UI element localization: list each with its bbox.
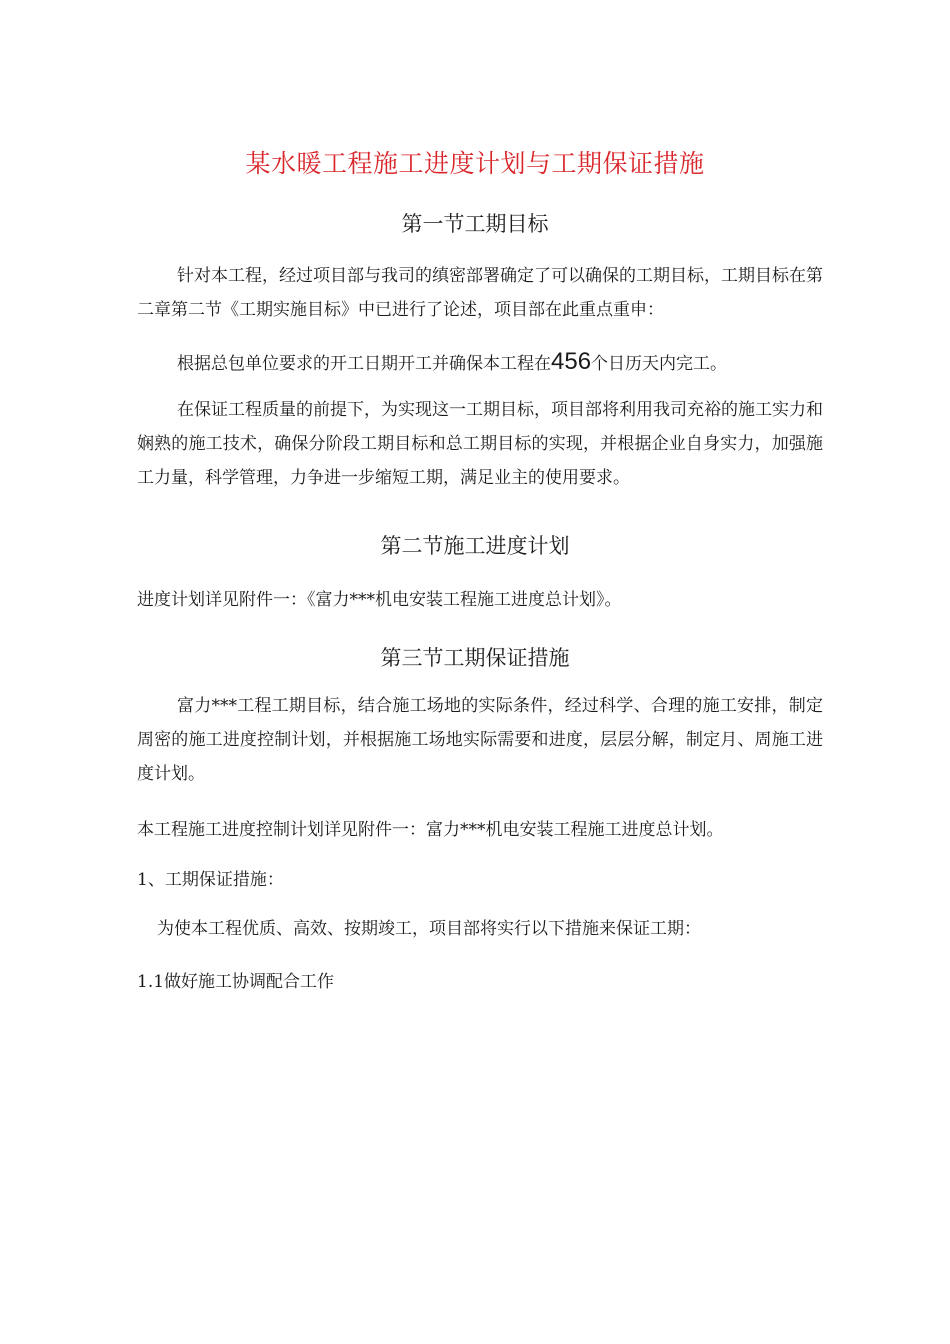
section1-paragraph-3: 在保证工程质量的前提下，为实现这一工期目标，项目部将利用我司充裕的施工实力和娴熟的施工技术，确保分阶段工期目标和总工期目标的实现，并根据企业自身实力，加强施工力量，科学管理，力争进一步缩短工期，满足业主的使用要求。 <box>137 400 823 488</box>
duration-days-number: 456 <box>551 348 592 375</box>
section1-paragraph-2 <box>177 350 727 376</box>
paragraph-text-before: 根据总包单位要求的开工日期开工并确保本工程在 <box>177 354 551 374</box>
section3-paragraph-2: 本工程施工进度控制计划详见附件一：富力***机电安装工程施工进度总计划。 <box>137 820 724 840</box>
list-item-1-paragraph: 为使本工程优质、高效、按期竣工，项目部将实行以下措施来保证工期： <box>157 919 701 939</box>
section1-heading: 第一节工期目标 <box>401 212 549 236</box>
section2-heading: 第二节施工进度计划 <box>380 534 570 558</box>
section2-paragraph-1: 进度计划详见附件一：《富力***机电安装工程施工进度总计划》。 <box>137 590 622 610</box>
list-item-1: 1、工期保证措施： <box>137 870 284 890</box>
paragraph-text-after: 个日历天内完工。 <box>591 354 728 374</box>
document-title: 某水暖工程施工进度计划与工期保证措施 <box>245 149 705 178</box>
section3-heading: 第三节工期保证措施 <box>380 646 570 670</box>
section3-paragraph-1: 富力***工程工期目标，结合施工场地的实际条件，经过科学、合理的施工安排，制定周密的施工进度控制计划，并根据施工场地实际需要和进度，层层分解，制定月、周施工进度计划。 <box>137 696 823 784</box>
section1-paragraph-1: 针对本工程，经过项目部与我司的缜密部署确定了可以确保的工期目标，工期目标在第二章第二节《工期实施目标》中已进行了论述，项目部在此重点重申： <box>137 266 823 320</box>
list-item-1-1: 1.1做好施工协调配合工作 <box>137 972 335 992</box>
